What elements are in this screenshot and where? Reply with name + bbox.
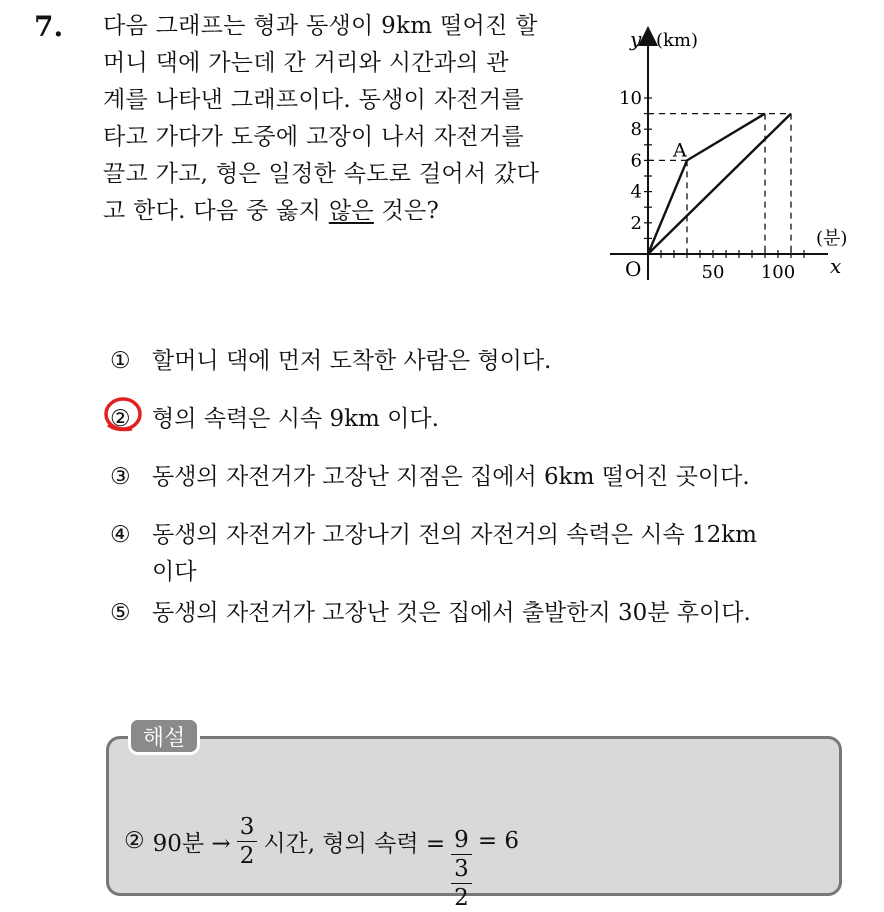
y-tick-label: 2 xyxy=(630,212,642,234)
fraction-three-halves xyxy=(237,813,258,870)
fraction-nested-denominator xyxy=(451,855,472,912)
choice-4[interactable] xyxy=(110,516,757,586)
y-axis-label: y xyxy=(630,27,642,51)
x-axis-label: x xyxy=(830,254,842,278)
x-unit-label: (분) xyxy=(816,228,848,249)
stem-line: 끌고 가고, 형은 일정한 속도로 걸어서 갔다 xyxy=(103,161,540,187)
choice-5[interactable] xyxy=(110,594,751,627)
choice-2[interactable] xyxy=(110,400,439,433)
y-tick-label: 10 xyxy=(619,88,642,109)
solution-text-c: = 6 xyxy=(477,828,520,854)
point-a-label: A xyxy=(673,139,687,162)
fraction-denominator: 2 xyxy=(239,842,255,869)
fraction-numerator: 3 xyxy=(239,813,255,840)
solution-tag: 해설 xyxy=(128,717,200,755)
choice-mark: ① xyxy=(110,348,131,374)
solution-mark: ② xyxy=(124,828,145,854)
choice-text: 동생의 자전거가 고장나기 전의 자전거의 속력은 시속 12km xyxy=(152,522,757,548)
choice-text: 동생의 자전거가 고장난 것은 집에서 출발한지 30분 후이다. xyxy=(152,600,751,626)
stem-line: 다음 그래프는 형과 동생이 9km 떨어진 할 xyxy=(103,13,538,39)
y-tick-label: 6 xyxy=(630,150,642,172)
series-line-younger-brother xyxy=(648,114,765,254)
x-tick-label: 50 xyxy=(701,262,725,283)
stem-line: 타고 가다가 도중에 고장이 나서 자전거를 xyxy=(103,124,524,150)
fraction-speed xyxy=(451,826,472,912)
y-tick-label: 8 xyxy=(630,119,642,141)
choice-mark: ③ xyxy=(110,464,131,490)
choice-text: 동생의 자전거가 고장난 지점은 집에서 6km 떨어진 곳이다. xyxy=(152,464,750,490)
question-number: 7. xyxy=(34,10,64,43)
solution-text-b: 시간, 형의 속력 = xyxy=(263,830,446,857)
fraction-numerator: 3 xyxy=(454,856,469,882)
choice-1[interactable] xyxy=(110,342,551,375)
fraction-denominator: 2 xyxy=(454,885,469,911)
x-tick-label: 100 xyxy=(760,262,796,283)
stem-last-post: 것은? xyxy=(373,198,440,224)
solution-text-a: 90분 → xyxy=(152,830,231,857)
y-tick-label: 4 xyxy=(630,181,642,203)
y-unit-label: (km) xyxy=(656,30,699,51)
stem-last-line xyxy=(103,193,593,230)
stem-line: 머니 댁에 가는데 간 거리와 시간과의 관 xyxy=(103,50,509,76)
distance-time-graph xyxy=(600,20,855,290)
stem-last-pre: 고 한다. 다음 중 옳지 xyxy=(103,198,329,224)
stem-line: 계를 나타낸 그래프이다. 동생이 자전거를 xyxy=(103,87,524,113)
solution-content xyxy=(124,770,519,912)
origin-label: O xyxy=(625,257,642,281)
choice-mark: ④ xyxy=(110,522,131,548)
choice-text: 할머니 댁에 먼저 도착한 사람은 형이다. xyxy=(152,348,552,374)
fraction-numerator: 9 xyxy=(454,827,469,853)
question-stem xyxy=(103,8,593,230)
choice-mark: ② xyxy=(110,406,131,432)
series-line-older-brother xyxy=(648,114,791,254)
choice-text: 형의 속력은 시속 9km 이다. xyxy=(152,406,439,432)
choice-3[interactable] xyxy=(110,458,750,491)
choice-mark: ⑤ xyxy=(110,600,131,626)
stem-underlined-word: 않은 xyxy=(328,198,374,224)
choice-continuation: 이다 xyxy=(152,559,197,585)
